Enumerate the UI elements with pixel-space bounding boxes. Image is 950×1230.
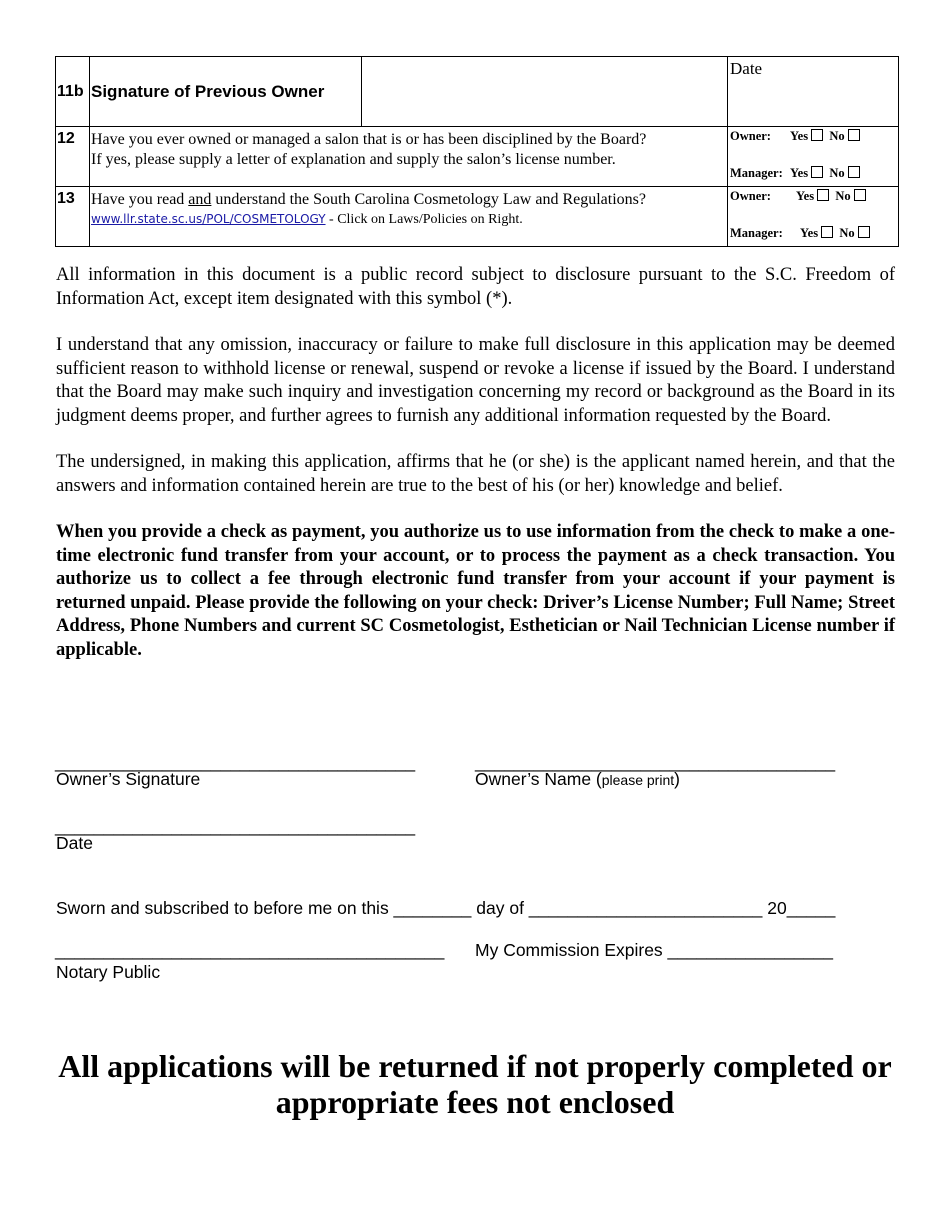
question-13 <box>90 187 728 247</box>
manager-label: Manager: <box>730 166 783 180</box>
no-label: No <box>835 189 851 203</box>
cosmetology-law-link[interactable]: www.llr.state.sc.us/POL/COSMETOLOGY <box>91 212 326 226</box>
manager-answer-row <box>730 166 860 181</box>
no-label: No <box>839 226 855 240</box>
row-13 <box>56 187 899 247</box>
yes-label: Yes <box>790 166 809 180</box>
question-13-text-b: understand the South Carolina Cosmetology Law and Regulations? <box>211 191 646 208</box>
owner-answer-row <box>730 189 866 204</box>
owner-signature-label: Owner’s Signature <box>56 769 201 789</box>
owner-name-line[interactable]: _____________________________________ <box>475 752 836 772</box>
date-line[interactable]: _____________________________________ <box>55 816 416 836</box>
row-12 <box>56 127 899 187</box>
owner-no-checkbox[interactable] <box>848 129 860 141</box>
owner-name-text: Owner’s Name ( <box>475 769 602 789</box>
row-11b <box>56 57 899 127</box>
link-instructions: - Click on Laws/Policies on Right. <box>325 212 523 227</box>
please-print-text: please print <box>601 772 675 788</box>
affirmation-paragraph: The undersigned, in making this application, affirms that he (or she) is the applicant named herein, and that the answers and information contained herein are true to the best of his (or her) knowledge and belief. <box>56 452 895 496</box>
previous-owner-date-field[interactable] <box>728 57 899 127</box>
notice-line2: appropriate fees not enclosed <box>275 1084 675 1120</box>
manager-no-checkbox[interactable] <box>858 226 870 238</box>
date-label: Date <box>56 833 93 853</box>
question-13-answers <box>728 187 899 247</box>
owner-yes-checkbox[interactable] <box>817 189 829 201</box>
notice-line1: All applications will be returned if not properly completed or <box>58 1048 892 1084</box>
question-13-underlined: and <box>188 191 212 208</box>
manager-no-checkbox[interactable] <box>848 166 860 178</box>
disclosure-section <box>56 264 895 662</box>
row-number: 13 <box>56 187 90 247</box>
date-label: Date <box>730 59 763 78</box>
row-number: 12 <box>56 127 90 187</box>
yes-label: Yes <box>800 226 819 240</box>
question-12-line2: If yes, please supply a letter of explanation and supply the salon’s license number. <box>91 151 616 168</box>
no-label: No <box>829 129 845 143</box>
manager-label: Manager: <box>730 226 783 240</box>
returned-applications-notice <box>0 1048 950 1120</box>
notary-public-label: Notary Public <box>56 962 161 982</box>
omission-paragraph: I understand that any omission, inaccuracy or failure to make full disclosure in this application may be deemed sufficient reason to withhold license or renewal, suspend or revoke a license if issued by the Board. I understand that the Board may make such inquiry and investigation concerning my record or background as the Board in its judgment deems proper, and further agrees to furnish any additional information requested by the Board. <box>56 335 895 426</box>
check-payment-paragraph: When you provide a check as payment, you authorize us to use information from the check to make a one-time electronic fund transfer from your account, or to process the payment as a check transaction. You authorize us to collect a fee through electronic fund transfer from your account if your payment is returned unpaid. Please provide the following on your check: Driver’s License Number; Full Name; Street Address, Phone Numbers and current SC Cosmetologist, Esthetician or Nail Technician License number if applicable. <box>56 522 895 660</box>
previous-owner-signature-field[interactable] <box>362 57 728 127</box>
application-table <box>55 56 899 247</box>
question-12 <box>90 127 728 187</box>
owner-label: Owner: <box>730 189 771 203</box>
commission-expires[interactable]: My Commission Expires _________________ <box>475 940 833 960</box>
owner-signature-line[interactable]: _____________________________________ <box>55 752 416 772</box>
owner-no-checkbox[interactable] <box>854 189 866 201</box>
manager-yes-checkbox[interactable] <box>821 226 833 238</box>
owner-yes-checkbox[interactable] <box>811 129 823 141</box>
owner-answer-row <box>730 129 860 144</box>
owner-name-close: ) <box>674 769 680 789</box>
question-12-line1: Have you ever owned or managed a salon that is or has been disciplined by the Board? <box>91 131 647 148</box>
yes-label: Yes <box>796 189 815 203</box>
owner-name-label <box>475 769 680 790</box>
manager-answer-row <box>730 226 870 241</box>
public-record-paragraph: All information in this document is a public record subject to disclosure pursuant to the S.C. Freedom of Information Act, except item designated with this symbol (*). <box>56 265 895 309</box>
document-page <box>55 56 897 247</box>
previous-owner-signature-label: Signature of Previous Owner <box>90 57 362 127</box>
yes-label: Yes <box>790 129 809 143</box>
question-13-text-a: Have you read <box>91 191 189 208</box>
no-label: No <box>829 166 845 180</box>
question-13-line2 <box>91 210 727 229</box>
row-number: 11b <box>56 57 90 127</box>
question-13-line1 <box>91 190 727 210</box>
manager-yes-checkbox[interactable] <box>811 166 823 178</box>
notary-signature-line[interactable]: ________________________________________ <box>55 940 445 960</box>
sworn-statement[interactable]: Sworn and subscribed to before me on this ________ day of ________________________ 20_____ <box>56 898 836 918</box>
question-12-answers <box>728 127 899 187</box>
owner-label: Owner: <box>730 129 771 143</box>
